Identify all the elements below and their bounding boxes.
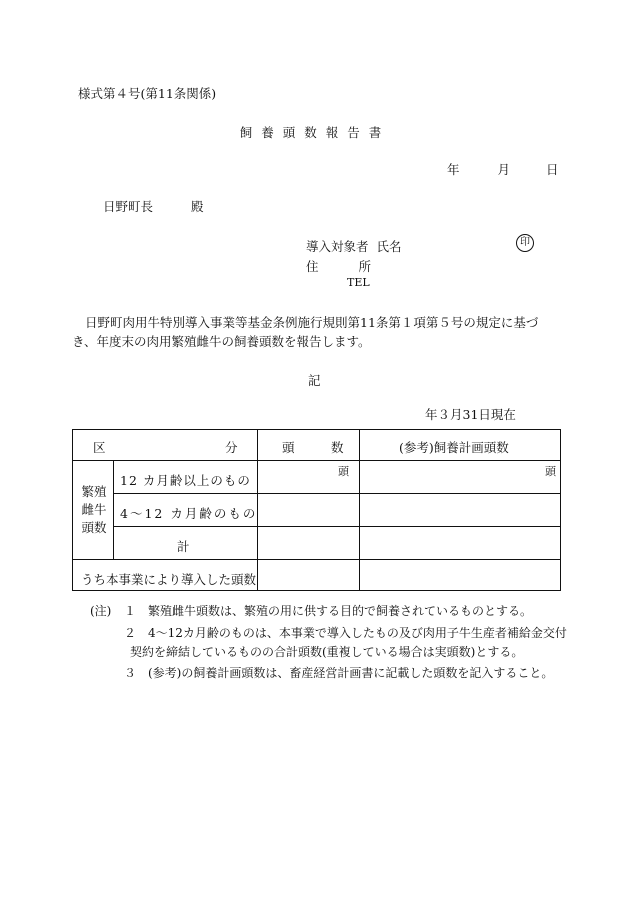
date-day: 日: [546, 162, 559, 177]
header-kubun-1: 区: [93, 440, 106, 455]
row-divider: [113, 526, 560, 527]
unit-count: 頭: [338, 465, 349, 478]
ki-heading: 記: [308, 373, 321, 388]
address-line: [306, 257, 371, 275]
applicant-name-label: 氏名: [376, 239, 402, 254]
address-label-2: 所: [358, 259, 372, 274]
date-line: [447, 160, 559, 178]
unit-plan: 頭: [545, 465, 556, 478]
as-of-date: 年３月31日現在: [425, 407, 516, 422]
document-title: 飼養頭数報告書: [239, 125, 391, 140]
note-item: １ 繁殖雌牛頭数は、繁殖の用に供する目的で飼養されているものとする。: [124, 604, 533, 618]
row-divider: [73, 460, 560, 461]
date-year: 年: [447, 162, 460, 177]
addressee: [103, 197, 204, 215]
header-plan: (参考)飼養計画頭数: [399, 440, 509, 455]
header-tousu-1: 頭: [282, 440, 295, 455]
row-divider: [73, 559, 560, 560]
column-divider: [113, 460, 114, 559]
applicant-name-line: [306, 237, 402, 255]
seal-mark: 印: [516, 234, 534, 252]
date-month: 月: [497, 162, 511, 177]
category-label: 繁殖雌牛頭数: [81, 484, 107, 535]
livestock-count-table: [72, 429, 561, 591]
header-tousu-2: 数: [331, 440, 344, 455]
note-item: ２ 4～12カ月齢のものは、本事業で導入したもの及び肉用子牛生産者補給金交付: [124, 626, 567, 640]
address-label-1: 住: [306, 259, 319, 274]
applicant-label: 導入対象者: [306, 239, 369, 254]
notes-label: (注): [90, 604, 112, 618]
body-text: 日野町肉用牛特別導入事業等基金条例施行規則第11条第１項第５号の規定に基づき、年度末の肉用繁殖雌牛の飼養頭数を報告します。: [72, 315, 539, 349]
row-label-4-12-months: 4～12 カ月齢のもの: [120, 506, 258, 521]
note-item: ３ (参考)の飼養計画頭数は、畜産経営計画書に記載した頭数を記入すること。: [124, 666, 554, 680]
row-divider: [113, 493, 560, 494]
row-label-introduced: うち本事業により導入した頭数: [81, 572, 257, 587]
note-item-continued: 契約を締結しているものの合計頭数(重複している場合は実頭数)とする。: [130, 645, 524, 659]
tel-label: TEL: [347, 276, 370, 289]
row-label-total: 計: [177, 539, 190, 554]
addressee-name: 日野町長: [103, 199, 154, 214]
header-kubun-2: 分: [225, 440, 238, 455]
addressee-honorific: 殿: [191, 199, 204, 214]
column-divider: [359, 430, 360, 590]
form-number: 様式第４号(第11条関係): [78, 86, 217, 101]
row-label-12-months: 12 カ月齢以上のもの: [120, 473, 251, 488]
